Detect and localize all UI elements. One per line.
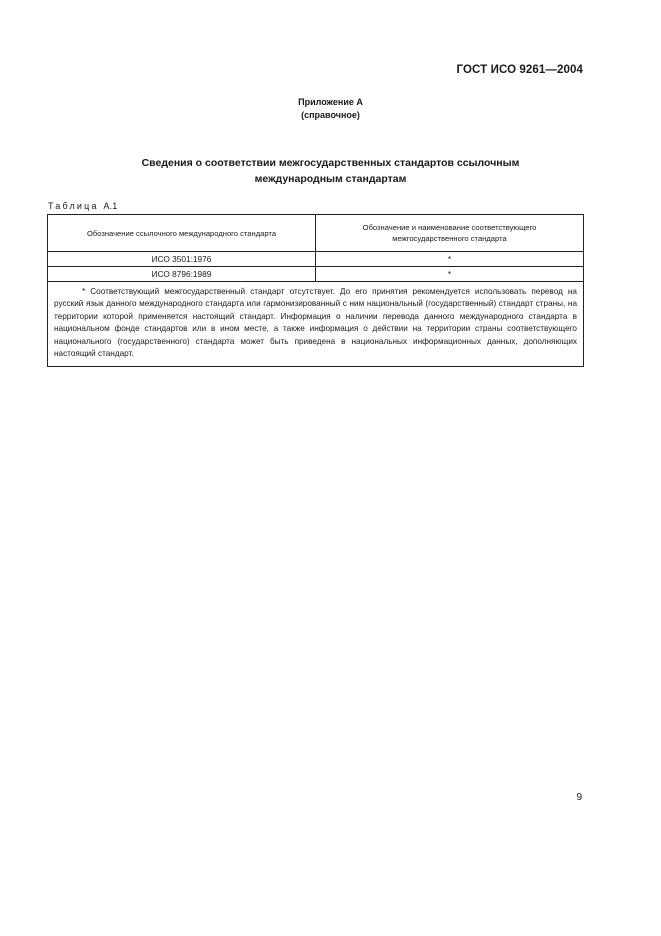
table-caption-label: Таблица	[48, 201, 99, 211]
standard-code: ГОСТ ИСО 9261—2004	[456, 64, 583, 76]
annex-heading	[0, 96, 661, 122]
cell-interstate-standard: *	[316, 252, 584, 267]
cell-international-standard: ИСО 3501:1976	[48, 252, 316, 267]
column-header-international: Обозначение ссылочного международного стандарта	[48, 215, 316, 252]
column-header-interstate: Обозначение и наименование соответствующего межгосударственного стандарта	[316, 215, 584, 252]
reference-table	[47, 214, 584, 367]
cell-interstate-standard: *	[316, 267, 584, 282]
table-footnote: * Соответствующий межгосударственный стандарт отсутствует. До его принятия рекомендуется использовать перевод на русский язык данного международного стандарта или гармонизированный с ним национальный (государственный) стандарт страны, на территории которой применяется настоящий стандарт. Информация о наличии перевода данного международного стандарта в национальном фонде стандартов или в ином месте, а также информация о действии на территории страны соответствующего национального (государственного) стандарта может быть приведена в национальных информационных данных, дополняющих настоящий стандарт.	[54, 287, 577, 359]
table-caption-number: А.1	[103, 201, 118, 211]
section-title-line2: международным стандартам	[254, 173, 407, 185]
table-header-row	[48, 215, 584, 252]
annex-subtitle: (справочное)	[301, 110, 360, 120]
page-number: 9	[576, 792, 582, 803]
table-row	[48, 267, 584, 282]
table-caption	[48, 201, 118, 211]
annex-title: Приложение А	[298, 97, 363, 107]
table-row	[48, 252, 584, 267]
table-footnote-cell	[48, 282, 584, 367]
cell-international-standard: ИСО 8796:1989	[48, 267, 316, 282]
section-title-line1: Сведения о соответствии межгосударственных стандартов ссылочным	[141, 157, 520, 169]
table-footnote-row	[48, 282, 584, 367]
section-title	[0, 155, 661, 187]
